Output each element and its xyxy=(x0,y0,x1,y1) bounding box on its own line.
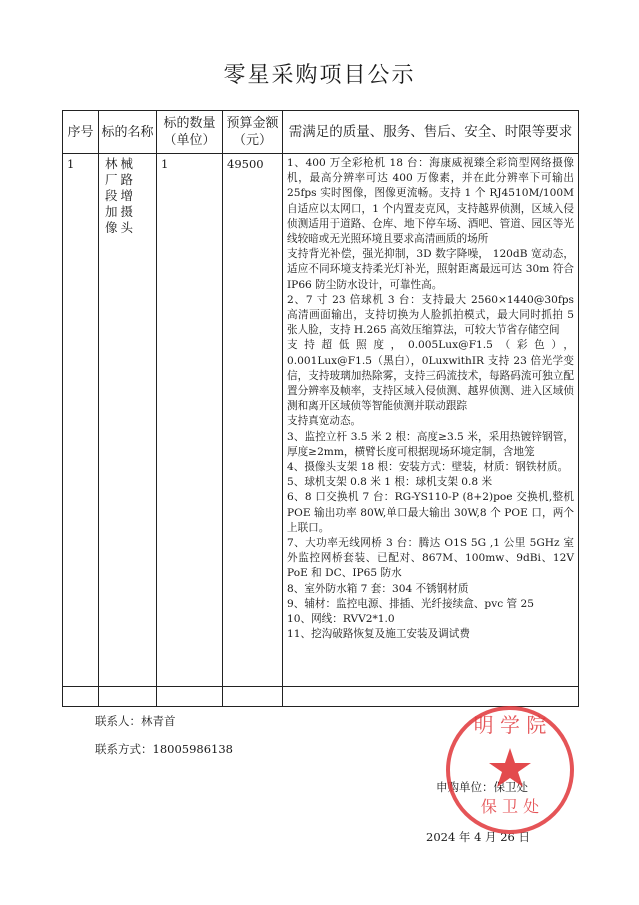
page-title: 零星采购项目公示 xyxy=(223,63,416,88)
requirement-item: 支持超低照度，0.005Lux@F1.5（彩色）， 0.001Lux@F1.5（黑白），0LuxwithIR 支持 23 倍光学变信，支持玻璃加热除雾，支持三码流技术，每路码流可独立配置分辨率及帧率，支持区域入侵侦测、越界侦测、进入区域侦测和离开区域侦等智能侦测并联动跟踪 xyxy=(287,339,574,413)
header-name: 标的名称 xyxy=(99,111,157,154)
requirement-item: 1、400 万全彩枪机 18 台：海康威视臻全彩筒型网络摄像机，最高分辨率可达 400 万像素，并在此分辨率下可输出 25fps 实时图像，图像更流畅。支持 1 个 RJ4510M/100M 自适应以太网口，1 个内置麦克风，支持越界侦测，区域入侵侦测适用于道路、仓库、地下停车场、酒吧、管道、园区等光线较暗或无光照环境且要求高清画质的场所 xyxy=(287,157,574,246)
row-budget: 49500 xyxy=(227,157,264,171)
row-qty: 1 xyxy=(161,157,169,171)
requirement-item: 11、挖沟破路恢复及施工安装及调试费 xyxy=(287,628,470,641)
requirement-item: 8、室外防水箱 7 套：304 不锈钢材质 xyxy=(287,582,469,595)
signature-date: 2024 年 4 月 26 日 xyxy=(426,830,530,844)
header-qty: 标的数量（单位） xyxy=(157,111,223,154)
requirement-item: 3、监控立杆 3.5 米 2 根：高度≥3.5 米，采用热镀锌钢管，厚度≥2mm，横臂长度可根据现场环境定制，含地笼 xyxy=(287,430,574,458)
requirement-item: 支持背光补偿，强光抑制，3D 数字降噪， 120dB 宽动态，适应不同环境支持柔光灯补光，照射距离最远可达 30m 符合 IP66 防尘防水设计，可靠性高。 xyxy=(287,248,574,291)
table-row xyxy=(63,154,579,687)
requirement-item: 5、球机支架 0.8 米 1 根：球机支架 0.8 米 xyxy=(287,476,493,489)
official-seal-stamp xyxy=(440,700,580,840)
header-seq: 序号 xyxy=(63,111,99,154)
svg-text:保 卫 处: 保 卫 处 xyxy=(480,797,540,816)
applicant-unit: 申购单位：保卫处 xyxy=(436,780,528,794)
requirement-item: 9、辅材：监控电源、排插、光纤接续盒、pvc 管 25 xyxy=(287,597,534,610)
requirement-item: 7、大功率无线网桥 3 台：腾达 O1S 5G ,1 公里 5GHz 室外监控网桥套装、已配对、867M、100mw、9dBi、12V PoE 和 DC、IP65 防水 xyxy=(287,537,574,580)
contact-person: 联系人：林青首 xyxy=(95,714,176,728)
row-seq: 1 xyxy=(67,157,75,171)
procurement-table xyxy=(62,110,579,707)
svg-text:明 学 院: 明 学 院 xyxy=(473,713,547,737)
requirement-item: 支持真宽动态。 xyxy=(287,415,362,428)
requirement-item: 10、网线：RVV2*1.0 xyxy=(287,613,395,626)
requirement-item: 6、8 口交换机 7 台：RG-YS110-P (8+2)poe 交换机,整机 POE 输出功率 80W,单口最大输出 30W,8 个 POE 口，两个上联口。 xyxy=(287,491,574,534)
header-budget: 预算金额（元） xyxy=(223,111,283,154)
contact-phone: 联系方式：18005986138 xyxy=(95,742,233,756)
requirements-list xyxy=(283,154,578,647)
table-header-row xyxy=(63,111,579,154)
requirement-item: 2、7 寸 23 倍球机 3 台：支持最大 2560×1440@30fps 高清画面输出，支持切换为人脸抓拍模式，最大同时抓拍 5 张人脸，支持 H.265 高效压缩算法，可较大节省存储空间 xyxy=(287,293,574,337)
header-requirements: 需满足的质量、服务、售后、安全、时限等要求 xyxy=(283,111,579,154)
requirement-item: 4、摄像头支架 18 根：安装方式：壁装，材质：钢铁材质。 xyxy=(287,461,569,474)
row-name: 林械厂路段增加摄像头 xyxy=(105,156,137,235)
